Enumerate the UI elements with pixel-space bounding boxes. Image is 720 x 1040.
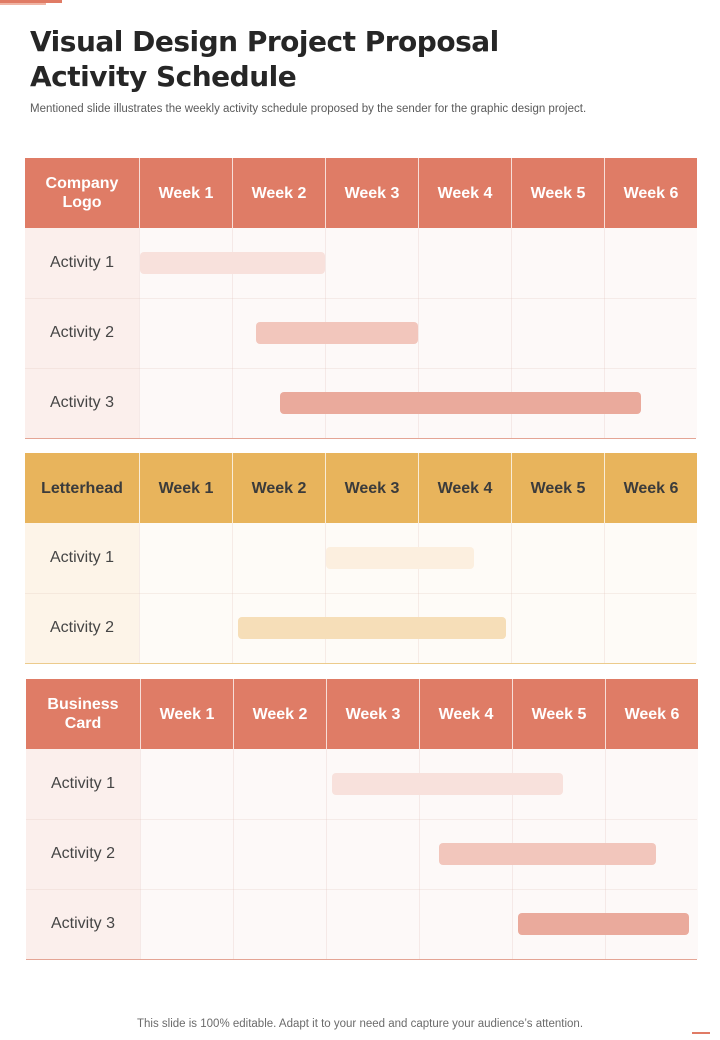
footer-note: This slide is 100% editable. Adapt it to your need and capture your audience’s attention. — [136, 1018, 584, 1030]
schedule-grid-cell — [325, 228, 418, 298]
activity-label: Activity 2 — [25, 298, 139, 368]
week-header-5: Week 5 — [511, 158, 604, 228]
schedule-header-row — [26, 679, 697, 749]
week-header-4: Week 4 — [419, 679, 512, 749]
activity-timeline-bar[interactable] — [332, 773, 564, 795]
schedule-grid-cell — [139, 523, 232, 593]
activity-row — [26, 749, 697, 819]
schedule-grid-cell — [604, 298, 697, 368]
activity-row — [26, 819, 697, 889]
activity-label: Activity 1 — [26, 749, 140, 819]
schedule-bottom-border — [25, 438, 696, 439]
page-title — [30, 24, 499, 94]
schedule-grid-cell — [511, 523, 604, 593]
activity-row — [25, 593, 696, 663]
schedule-grid-cell — [511, 228, 604, 298]
week-header-6: Week 6 — [604, 453, 697, 523]
week-header-4: Week 4 — [418, 158, 511, 228]
schedule-grid-cell — [232, 523, 325, 593]
gantt-company-logo — [25, 158, 696, 439]
schedule-grid-cell — [511, 593, 604, 663]
schedule-grid-cell — [326, 889, 419, 959]
row-divider — [25, 368, 696, 369]
schedule-grid-cell — [139, 298, 232, 368]
schedule-grid-cell — [233, 819, 326, 889]
week-header-1: Week 1 — [139, 453, 232, 523]
page-title-line-1: Visual Design Project Proposal — [30, 25, 499, 58]
schedule-grid-cell — [605, 749, 698, 819]
week-header-6: Week 6 — [604, 158, 697, 228]
schedule-header-label: Business Card — [26, 679, 140, 749]
schedule-grid-cell — [418, 298, 511, 368]
schedule-grid-cell — [140, 889, 233, 959]
activity-timeline-bar[interactable] — [439, 843, 657, 865]
schedule-grid-cell — [139, 368, 232, 438]
schedule-header-label: Company Logo — [25, 158, 139, 228]
activity-row — [25, 368, 696, 438]
gantt-business-card — [26, 679, 697, 960]
schedule-grid-cell — [604, 228, 697, 298]
week-header-3: Week 3 — [325, 453, 418, 523]
schedule-grid-cell — [511, 298, 604, 368]
week-header-3: Week 3 — [326, 679, 419, 749]
row-divider — [25, 298, 696, 299]
activity-label: Activity 3 — [26, 889, 140, 959]
week-header-2: Week 2 — [232, 158, 325, 228]
activity-timeline-bar[interactable] — [238, 617, 507, 639]
activity-timeline-bar[interactable] — [518, 913, 689, 935]
row-divider — [26, 889, 697, 890]
activity-row — [25, 228, 696, 298]
schedule-grid-cell — [604, 593, 697, 663]
week-header-4: Week 4 — [418, 453, 511, 523]
schedule-header-row — [25, 453, 696, 523]
week-header-1: Week 1 — [139, 158, 232, 228]
schedule-grid-cell — [140, 819, 233, 889]
activity-row — [25, 523, 696, 593]
schedule-grid-cell — [419, 889, 512, 959]
page-subtitle: Mentioned slide illustrates the weekly activity schedule proposed by the sender for the graphic design project. — [30, 103, 587, 115]
activity-label: Activity 2 — [25, 593, 139, 663]
activity-timeline-bar[interactable] — [280, 392, 642, 414]
activity-timeline-bar[interactable] — [326, 547, 474, 569]
schedule-bottom-border — [26, 959, 697, 960]
activity-label: Activity 1 — [25, 228, 139, 298]
week-header-3: Week 3 — [325, 158, 418, 228]
page-title-line-2: Activity Schedule — [30, 60, 297, 93]
week-header-1: Week 1 — [140, 679, 233, 749]
schedule-grid-cell — [418, 228, 511, 298]
activity-label: Activity 1 — [25, 523, 139, 593]
activity-label: Activity 3 — [25, 368, 139, 438]
row-divider — [25, 593, 696, 594]
activity-timeline-bar[interactable] — [140, 252, 325, 274]
week-header-2: Week 2 — [232, 453, 325, 523]
schedule-header-label: Letterhead — [25, 453, 139, 523]
activity-row — [26, 889, 697, 959]
activity-row — [25, 298, 696, 368]
schedule-grid-cell — [139, 593, 232, 663]
schedule-grid-cell — [140, 749, 233, 819]
week-header-2: Week 2 — [233, 679, 326, 749]
week-header-5: Week 5 — [511, 453, 604, 523]
schedule-grid-cell — [233, 889, 326, 959]
schedule-grid-cell — [326, 819, 419, 889]
top-accent-bar-secondary — [0, 3, 46, 5]
gantt-letterhead — [25, 453, 696, 664]
schedule-grid-cell — [604, 523, 697, 593]
bottom-accent-bar — [692, 1032, 710, 1034]
activity-label: Activity 2 — [26, 819, 140, 889]
week-header-6: Week 6 — [605, 679, 698, 749]
row-divider — [26, 819, 697, 820]
week-header-5: Week 5 — [512, 679, 605, 749]
schedule-grid-cell — [233, 749, 326, 819]
activity-timeline-bar[interactable] — [256, 322, 418, 344]
schedule-bottom-border — [25, 663, 696, 664]
schedule-header-row — [25, 158, 696, 228]
